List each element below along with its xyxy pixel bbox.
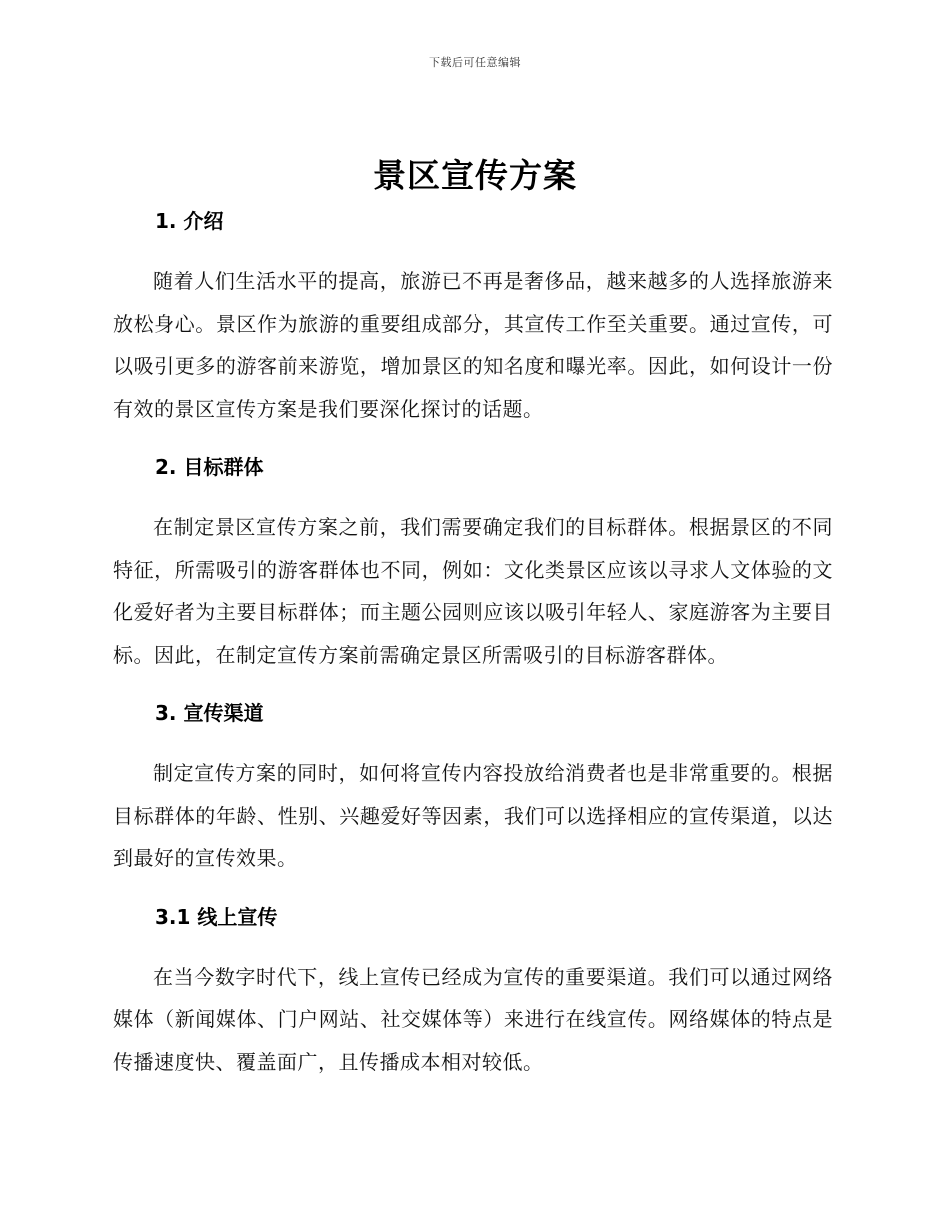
document-title: 景区宣传方案 [373, 156, 577, 195]
section-paragraph: 随着人们生活水平的提高，旅游已不再是奢侈品，越来越多的人选择旅游来放松身心。景区作为旅游的重要组成部分，其宣传工作至关重要。通过宣传，可以吸引更多的游客前来游览，增加景区的知名度和曝光率。因此，如何设计一份有效的景区宣传方案是我们要深化探讨的话题。 [113, 269, 833, 421]
section-paragraph: 在制定景区宣传方案之前，我们需要确定我们的目标群体。根据景区的不同特征，所需吸引的游客群体也不同，例如：文化类景区应该以寻求人文体验的文化爱好者为主要目标群体；而主题公园则应该以吸引年轻人、家庭游客为主要目标。因此，在制定宣传方案前需确定景区所需吸引的目标游客群体。 [113, 515, 833, 667]
section-heading: 3. 宣传渠道 [155, 701, 264, 725]
section-heading: 3.1 线上宣传 [155, 904, 278, 929]
section-paragraph: 在当今数字时代下，线上宣传已经成为宣传的重要渠道。我们可以通过网络媒体（新闻媒体、门户网站、社交媒体等）来进行在线宣传。网络媒体的特点是传播速度快、覆盖面广，且传播成本相对较低。 [113, 964, 833, 1074]
section-online-promotion [113, 896, 833, 1084]
section-heading: 1. 介绍 [155, 209, 224, 233]
header-note: 下载后可任意编辑 [429, 56, 521, 69]
section-introduction [113, 200, 833, 446]
section-paragraph: 制定宣传方案的同时，如何将宣传内容投放给消费者也是非常重要的。根据目标群体的年龄、性别、兴趣爱好等因素，我们可以选择相应的宣传渠道，以达到最好的宣传效果。 [113, 761, 833, 870]
section-heading: 2. 目标群体 [155, 455, 264, 479]
section-promotion-channels [113, 692, 833, 896]
document-body [113, 200, 833, 1083]
section-target-audience [113, 446, 833, 692]
